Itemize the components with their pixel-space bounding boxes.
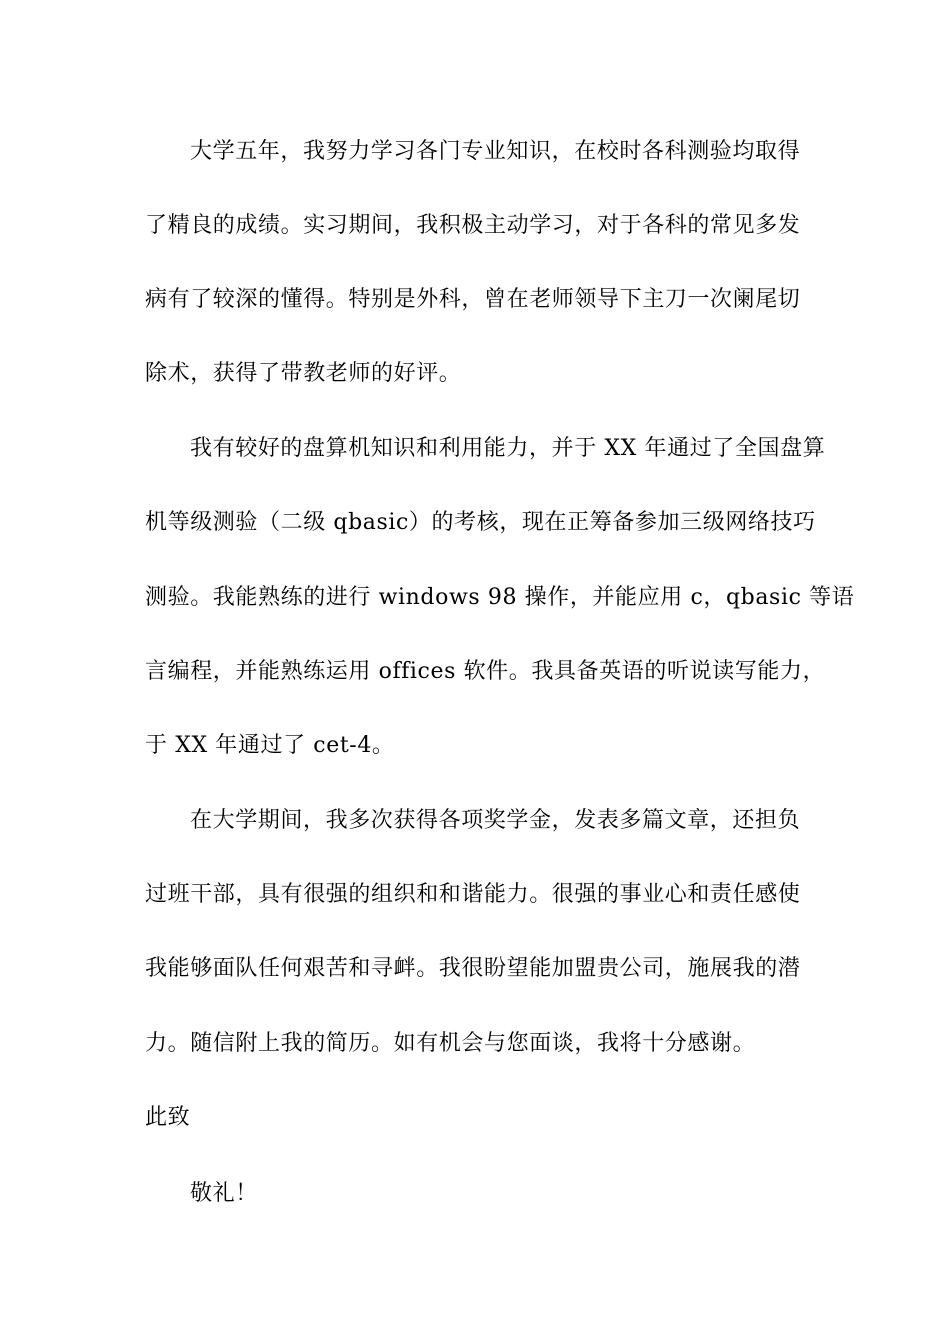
paragraph-3-line-1: 在大学期间，我多次获得各项奖学金，发表多篇文章，还担负	[190, 808, 801, 833]
paragraph-2-line-3: 测验。我能熟练的进行 windows 98 操作，并能应用 c，qbasic 等语	[145, 585, 855, 610]
closing-text: 此致	[145, 1105, 191, 1130]
paragraph-3-line-4: 力。随信附上我的简历。如有机会与您面谈，我将十分感谢。	[145, 1031, 756, 1056]
paragraph-3-line-3: 我能够面队任何艰苦和寻衅。我很盼望能加盟贵公司，施展我的潜	[145, 956, 801, 981]
paragraph-1-line-4: 除术，获得了带教老师的好评。	[145, 361, 462, 386]
paragraph-2-line-1: 我有较好的盘算机知识和利用能力，并于 XX 年通过了全国盘算	[190, 436, 826, 461]
paragraph-1-line-3: 病有了较深的懂得。特别是外科，曾在老师领导下主刀一次阑尾切	[145, 287, 801, 312]
paragraph-2-line-2: 机等级测验（二级 qbasic）的考核，现在正筹备参加三级网络技巧	[145, 510, 816, 535]
paragraph-1-line-2: 了精良的成绩。实习期间，我积极主动学习，对于各科的常见多发	[145, 213, 801, 238]
paragraph-2-line-5: 于 XX 年通过了 cet-4。	[145, 733, 395, 758]
paragraph-3-line-2: 过班干部，具有很强的组织和和谐能力。很强的事业心和责任感使	[145, 882, 801, 907]
paragraph-1-line-1: 大学五年，我努力学习各门专业知识，在校时各科测验均取得	[190, 139, 801, 164]
salutation-text: 敬礼！	[190, 1181, 258, 1206]
paragraph-2-line-4: 言编程，并能熟练运用 offices 软件。我具备英语的听说读写能力，	[145, 659, 826, 684]
